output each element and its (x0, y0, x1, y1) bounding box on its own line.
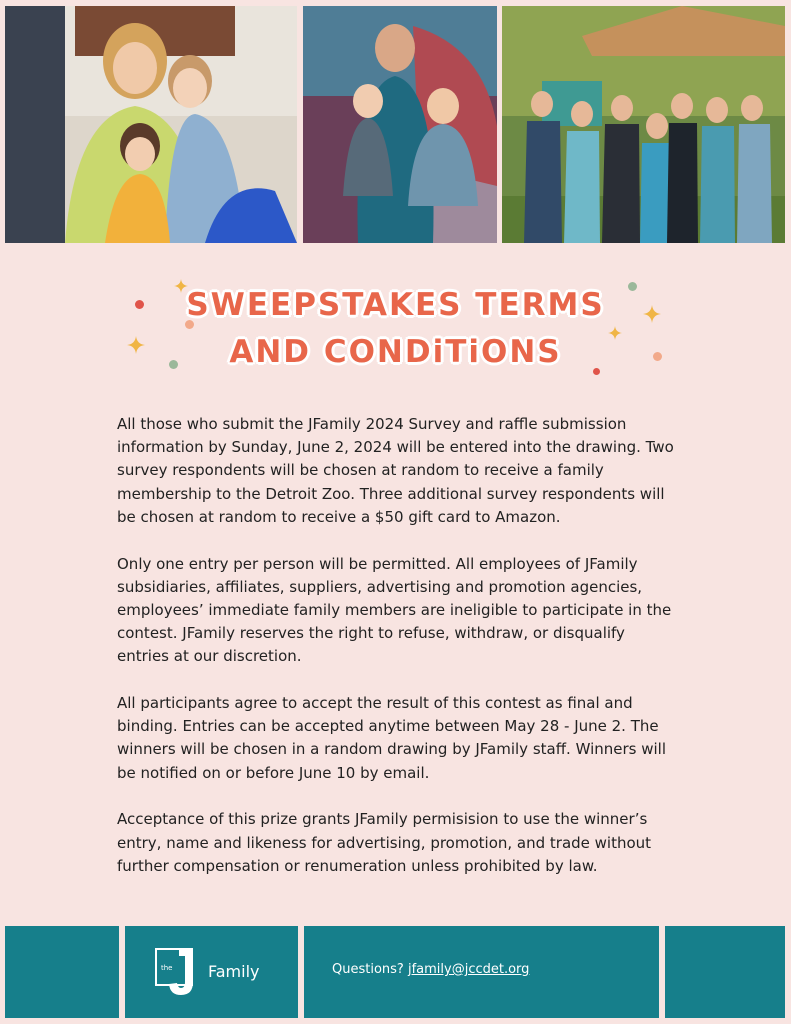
footer-contact-block (304, 926, 659, 1018)
terms-paragraph: Acceptance of this prize grants JFamily permisision to use the winner’s entry, name and likeness for advertising, promotion, and trade without further compensation or renumeration unless prohibited by law. (117, 810, 652, 875)
terms-body (117, 413, 677, 901)
footer-logo-block (125, 926, 298, 1018)
jfamily-logo (155, 948, 205, 996)
questions-label: Questions? (332, 962, 404, 977)
father-with-kids-on-slide-photo (303, 6, 497, 243)
group-of-women-outdoors-photo (502, 6, 785, 243)
terms-paragraph: All those who submit the JFamily 2024 Survey and raffle submission information by Sunday, June 2, 2024 will be entered into the drawing. Two survey respondents will be chosen at random to receive a family membership to the Detroit Zoo. Three additional survey respondents will be chosen at random to receive a $50 gift card to Amazon. (117, 415, 674, 526)
footer-block-right (665, 926, 785, 1018)
page-title-line-2: AND CONDiTiONS (229, 334, 562, 370)
terms-paragraph: Only one entry per person will be permitted. All employees of JFamily subsidiaries, affiliates, suppliers, advertising and promotion agencies, employees’ immediate family members are ineligible to participate in the contest. JFamily reserves the right to refuse, withdraw, or disqualify entries at our discretion. (117, 554, 672, 666)
contact-line (332, 962, 529, 977)
title-area (0, 270, 791, 380)
page-title-line-1: SWEEPSTAKES TERMS (186, 287, 605, 323)
terms-paragraph: All participants agree to accept the result of this contest as final and binding. Entries can be accepted anytime between May 28 - June 2. The winners will be chosen in a random drawing by JFamily staff. Winners will be notified on or before June 10 by email. (117, 694, 667, 782)
email-link[interactable]: jfamily@jccdet.org (407, 962, 530, 977)
logo-small-text: the (161, 964, 173, 972)
grandmother-with-grandchildren-photo (5, 6, 297, 243)
footer-block-left (5, 926, 119, 1018)
brand-name: Family (208, 962, 260, 981)
